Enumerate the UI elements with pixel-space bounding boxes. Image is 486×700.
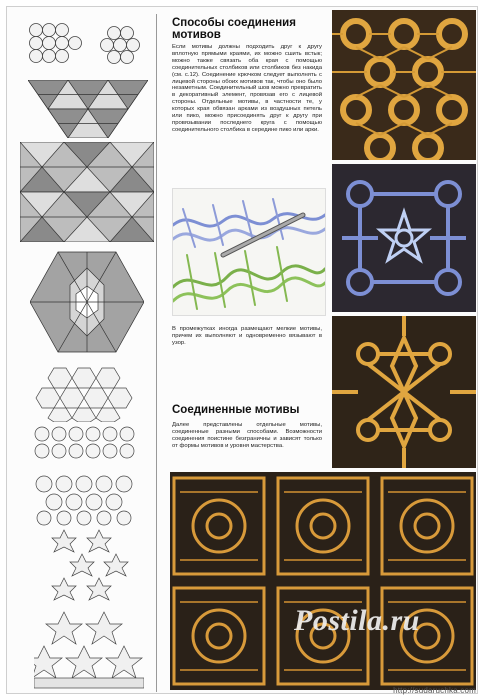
star-pattern-icon xyxy=(44,528,134,604)
hexagon-grid-icon xyxy=(32,472,144,526)
watermark-logo: Postila.ru xyxy=(294,604,420,637)
circles-pattern-icon xyxy=(96,24,148,68)
diagram-column xyxy=(18,14,157,692)
site-url[interactable]: http://sudaruchka.com xyxy=(393,686,476,695)
section-title-2: Соединенные мотивы xyxy=(172,404,300,416)
section-paragraph-2: Далее представлены отдельные мотивы, соединенные разными способами. Возможности соединения поистине безграничны и зависят только от формы мотивов и уровня мастерства. xyxy=(172,422,322,449)
triangle-tessellation-icon xyxy=(28,80,148,138)
section-title: Способы соединения мотивов xyxy=(172,17,296,41)
star-pattern-icon xyxy=(34,610,144,690)
circles-pattern-icon xyxy=(26,20,86,68)
hexagon-grid-icon xyxy=(34,366,144,422)
hexagon-star-icon xyxy=(30,250,144,354)
lace-photo-flowers xyxy=(332,164,476,312)
joining-illustration xyxy=(172,188,326,316)
section-note: В промежутках иногда размещают мелкие мотивы, причем их выполняют и одновременно вязывают в узор. xyxy=(172,326,322,346)
circles-pattern-icon xyxy=(32,424,144,470)
section-paragraph: Если мотивы должны подходить друг к другу вплотную прямыми краями, их можно сшить встык; можно также связать оба края с помощью соединительных столбиков или столбиков без накида (см. с.12). Соединение крючком следует выполнять с лицевой стороны обоих мотивов так, чтобы оно было незаметным. Соединительный шов можно превратить в декоративный элемент, провязав его с лицевой стороны. Отдельные мотивы, в частности те, у которых края обвязан арками из воздушных петель или пико, можно присоединять друг к другу при провязывании последнего круга с помощью соединительного столбика в середине пико или арки. xyxy=(172,44,322,133)
lace-photo-stars xyxy=(332,316,476,468)
lace-photo-squares xyxy=(170,472,476,690)
triangle-tessellation-icon xyxy=(20,142,154,242)
lace-photo-rings xyxy=(332,10,476,160)
